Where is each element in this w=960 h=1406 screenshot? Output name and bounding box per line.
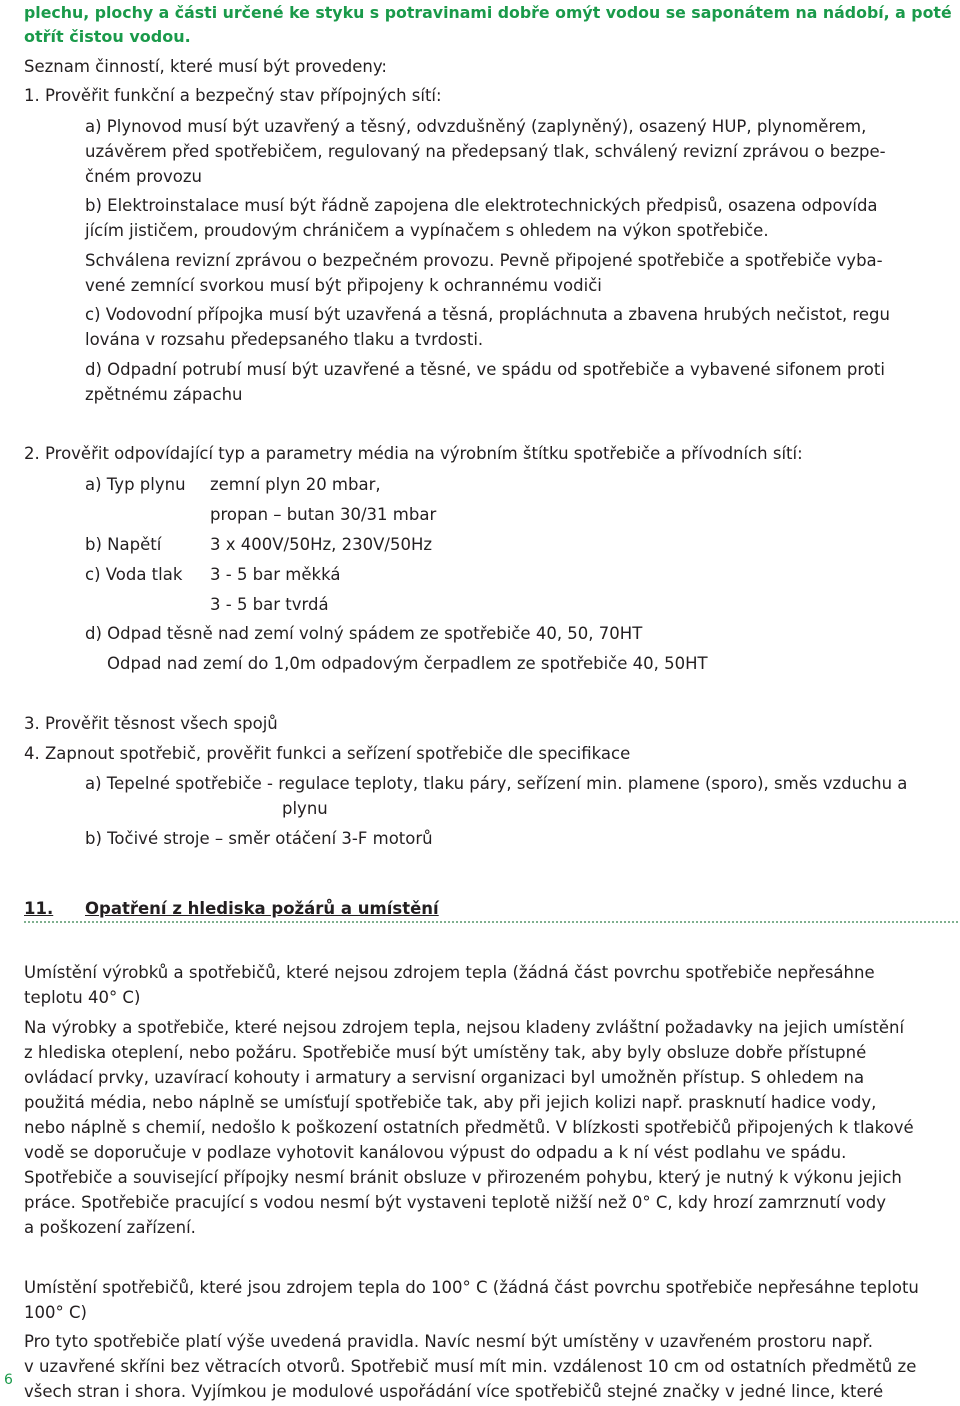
step2-title: 2. Prověřit odpovídající typ a parametry média na výrobním štítku spotřebiče a přívodních sítí: <box>24 444 803 463</box>
para3-line: 100° C) <box>24 1303 87 1322</box>
para3-line: Umístění spotřebičů, které jsou zdrojem tepla do 100° C (žádná část povrchu spotřebiče nepřesáhne teplotu <box>24 1278 919 1297</box>
drain-line: d) Odpad těsně nad zemí volný spádem ze spotřebiče 40, 50, 70HT <box>85 624 643 643</box>
water-label: c) Voda tlak <box>85 565 183 584</box>
step1-c-line: c) Vodovodní přípojka musí být uzavřená a těsná, propláchnuta a zbavena hrubých nečistot, regu <box>85 305 890 324</box>
step4-a-line: plynu <box>282 799 328 818</box>
gas-value: zemní plyn 20 mbar, <box>210 475 381 494</box>
list-title: Seznam činností, které musí být provedeny: <box>24 57 387 76</box>
step1-b-line: jícím jističem, proudovým chráničem a vypínačem s ohledem na výkon spotřebiče. <box>85 221 769 240</box>
intro-line: otřít čistou vodou. <box>24 27 191 46</box>
step1-d-line: zpětnému zápachu <box>85 385 243 404</box>
water-value: 3 - 5 bar měkká <box>210 565 341 584</box>
step1-title: 1. Prověřit funkční a bezpečný stav přípojných sítí: <box>24 86 442 105</box>
step1-a-line: a) Plynovod musí být uzavřený a těsný, odvzdušněný (zaplyněný), osazený HUP, plynoměrem, <box>85 117 867 136</box>
voltage-value: 3 x 400V/50Hz, 230V/50Hz <box>210 535 433 554</box>
water-value: 3 - 5 bar tvrdá <box>210 595 329 614</box>
para4-line: v uzavřené skříni bez větracích otvorů. Spotřebič musí mít min. vzdálenost 10 cm od ostatních předmětů ze <box>24 1357 917 1376</box>
para2-line: Spotřebiče a související přípojky nesmí bránit obsluze v přirozeném pohybu, který je nutný k výkonu jejich <box>24 1168 902 1187</box>
para2-line: a poškození zařízení. <box>24 1218 196 1237</box>
step1-a-line: uzávěrem před spotřebičem, regulovaný na předepsaný tlak, schválený revizní zprávou o bezpe- <box>85 142 886 161</box>
step1-a-line: čném provozu <box>85 167 202 186</box>
section-title: Opatření z hlediska požárů a umístění <box>85 899 439 918</box>
step4-b-line: b) Točivé stroje – směr otáčení 3-F motorů <box>85 829 433 848</box>
voltage-label: b) Napětí <box>85 535 162 554</box>
para2-line: Na výrobky a spotřebiče, které nejsou zdrojem tepla, nejsou kladeny zvláštní požadavky na jejich umístění <box>24 1018 905 1037</box>
para1-line: Umístění výrobků a spotřebičů, které nejsou zdrojem tepla (žádná část povrchu spotřebiče nepřesáhne <box>24 963 875 982</box>
para2-line: vodě se doporučuje v podlaze vyhotovit kanálovou výpust do odpadu a k ní vést podlahu ve spádu. <box>24 1143 847 1162</box>
step1-b-line: Schválena revizní zprávou o bezpečném provozu. Pevně připojené spotřebiče a spotřebiče vyba- <box>85 251 883 270</box>
step1-c-line: lována v rozsahu předepsaného tlaku a tvrdosti. <box>85 330 484 349</box>
para2-line: nebo náplně s chemií, nedošlo k poškození ostatních předmětů. V blízkosti spotřebičů připojených k tlakové <box>24 1118 914 1137</box>
para2-line: použitá média, nebo náplně se umísťují spotřebiče tak, aby při jejich kolizi např. prasknutí hadice vody, <box>24 1093 877 1112</box>
gas-value: propan – butan 30/31 mbar <box>210 505 437 524</box>
step1-b-line: b) Elektroinstalace musí být řádně zapojena dle elektrotechnických předpisů, osazena odpovída <box>85 196 878 215</box>
step1-b-line: vené zemnící svorkou musí být připojeny k ochrannému vodiči <box>85 276 602 295</box>
step4-a-line: a) Tepelné spotřebiče - regulace teploty, tlaku páry, seřízení min. plamene (sporo), směs vzduchu a <box>85 774 908 793</box>
intro-line: plechu, plochy a části určené ke styku s potravinami dobře omýt vodou se saponátem na nádobí, a poté <box>24 3 952 22</box>
para1-line: teplotu 40° C) <box>24 988 141 1007</box>
para2-line: z hlediska oteplení, nebo požáru. Spotřebiče musí být umístěny tak, aby byly obsluze dobře přístupné <box>24 1043 867 1062</box>
section-divider <box>24 921 958 923</box>
para2-line: ovládací prvky, uzavírací kohouty i armatury a servisní organizaci byl umožněn přístup. S ohledem na <box>24 1068 865 1087</box>
para4-line: Pro tyto spotřebiče platí výše uvedená pravidla. Navíc nesmí být umístěny v uzavřeném prostoru např. <box>24 1332 874 1351</box>
step1-d-line: d) Odpadní potrubí musí být uzavřené a těsné, ve spádu od spotřebiče a vybavené sifonem proti <box>85 360 885 379</box>
para2-line: práce. Spotřebiče pracující s vodou nesmí být vystaveni teplotě nižší než 0° C, kdy hrozí zamrznutí vody <box>24 1193 886 1212</box>
step4-title: 4. Zapnout spotřebič, prověřit funkci a seřízení spotřebiče dle specifikace <box>24 744 631 763</box>
drain-line: Odpad nad zemí do 1,0m odpadovým čerpadlem ze spotřebiče 40, 50HT <box>107 654 708 673</box>
section-number: 11. <box>24 899 54 918</box>
page-number: 6 <box>4 1372 13 1388</box>
gas-label: a) Typ plynu <box>85 475 186 494</box>
step3-text: 3. Prověřit těsnost všech spojů <box>24 714 278 733</box>
para4-line: všech stran i shora. Vyjímkou je modulové uspořádání více spotřebičů stejné značky v jedné lince, které <box>24 1382 884 1401</box>
